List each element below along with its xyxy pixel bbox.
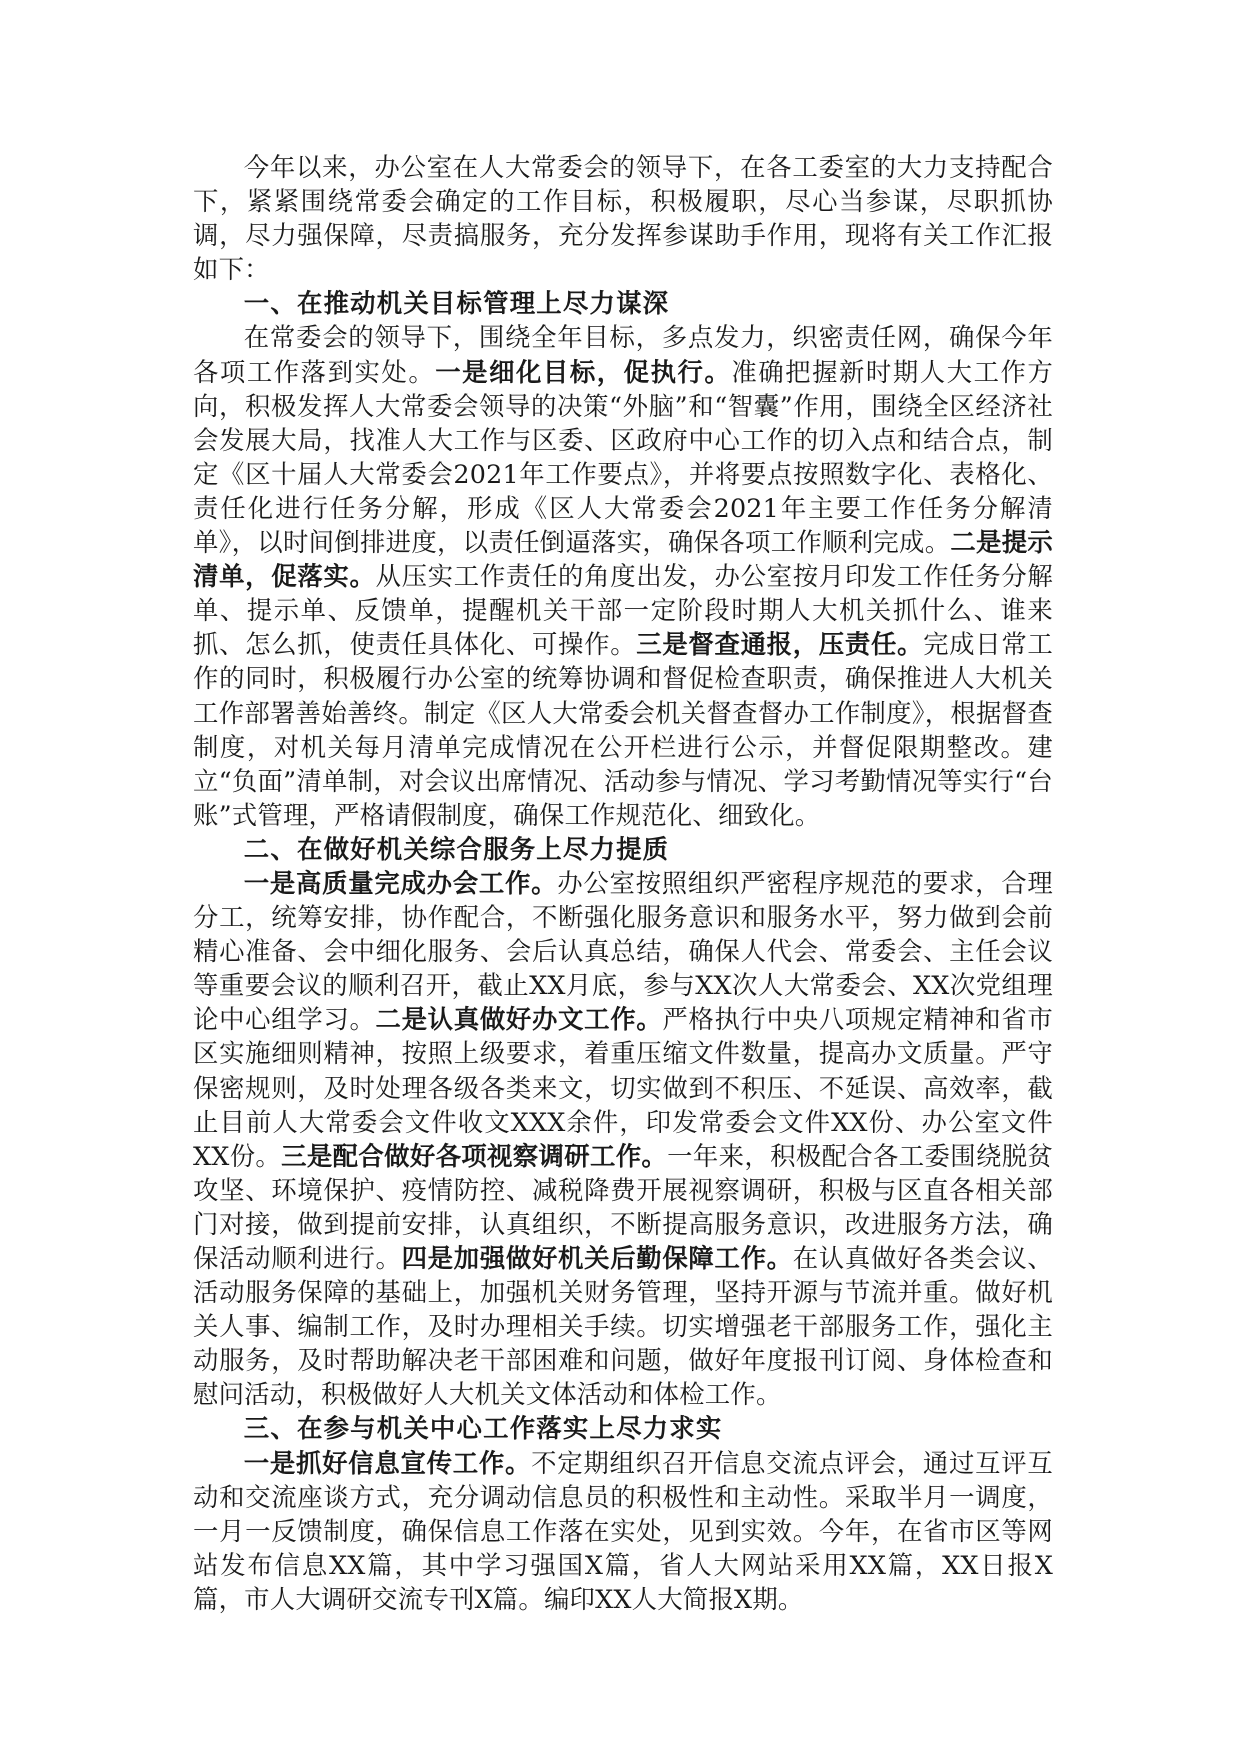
section-1-paragraph: [193, 320, 1053, 831]
section-3-paragraph: [193, 1446, 1053, 1616]
body-text: 准确把握新时期人大工作方向，积极发挥人大常委会领导的决策“外脑”和“智囊”作用，围绕全区经济社会发展大局，找准人大工作与区委、区政府中心工作的切入点和结合点，制定《区十届人大常委会2021年工作要点》，并将要点按照数字化、表格化、责任化进行任务分解，形成《区人大常委会2021年主要工作任务分解清单》，以时间倒排进度，以责任倒逼落实，确保各项工作顺利完成。: [193, 356, 1053, 558]
body-text: 一年来，积极配合各工委围绕脱贫攻坚、环境保护、疫情防控、减税降费开展视察调研，积极与区直各相关部门对接，做到提前安排，认真组织，不断提高服务意识，改进服务方法，确保活动顺利进行。: [193, 1140, 1054, 1273]
lead-phrase: 四是加强做好机关后勤保障工作。: [401, 1243, 793, 1273]
lead-phrase: 一是细化目标，促执行。: [435, 356, 732, 387]
lead-phrase: 一是抓好信息宣传工作。: [243, 1447, 532, 1478]
lead-phrase: 一是高质量完成办会工作。: [243, 867, 558, 898]
body-text: 从压实工作责任的角度出发，办公室按月印发工作任务分解单、提示单、反馈单，提醒机关干部一定阶段时期人大机关抓什么、谁来抓、怎么抓，使责任具体化、可操作。: [193, 561, 1053, 660]
lead-phrase: 二是认真做好办文工作。: [375, 1004, 663, 1035]
body-text: 完成日常工作的同时，积极履行办公室的统筹协调和督促检查职责，确保推进人大机关工作部署善始善终。制定《区人大常委会机关督查督办工作制度》，根据督查制度，对机关每月清单完成情况在公开栏进行公示，并督促限期整改。建立“负面”清单制，对会议出席情况、活动参与情况、学习考勤情况等实行“台账”式管理，严格请假制度，确保工作规范化、细致化。: [193, 629, 1053, 830]
lead-phrase: 二是提示清单，促落实。: [193, 527, 1053, 592]
body-text: 办公室按照组织严密程序规范的要求，合理分工，统筹安排，协作配合，不断强化服务意识和服务水平，努力做到会前精心准备、会中细化服务、会后认真总结，确保人代会、常委会、主任会议等重要会议的顺利召开，截止XX月底，参与XX次人大常委会、XX次党组理论中心组学习。: [193, 867, 1053, 1035]
body-text: 不定期组织召开信息交流点评会，通过互评互动和交流座谈方式，充分调动信息员的积极性和主动性。采取半月一调度，一月一反馈制度，确保信息工作落在实处，见到实效。今年，在省市区等网站发布信息XX篇，其中学习强国X篇，省人大网站采用XX篇，XX日报X篇，市人大调研交流专刊X篇。编印XX人大简报X期。: [193, 1447, 1054, 1614]
section-3-heading: 三、在参与机关中心工作落实上尽力求实: [243, 1413, 723, 1444]
body-text: 严格执行中央八项规定精神和省市区实施细则精神，按照上级要求，着重压缩文件数量，提高办文质量。严守保密规则，及时处理各级各类来文，切实做到不积压、不延误、高效率，截止目前人大常委会文件收文XXX余件，印发常委会文件XX份、办公室文件XX份。: [193, 1004, 1053, 1171]
lead-phrase: 三是配合做好各项视察调研工作。: [281, 1140, 668, 1171]
document-page: [193, 150, 1053, 1616]
section-2-heading: 二、在做好机关综合服务上尽力提质: [243, 833, 670, 864]
section-2-paragraph: [193, 866, 1053, 1412]
lead-phrase: 三是督查通报，压责任。: [636, 629, 924, 660]
section-1-heading: 一、在推动机关目标管理上尽力谋深: [243, 288, 670, 319]
body-text: 在常委会的领导下，围绕全年目标，多点发力，织密责任网，确保今年各项工作落到实处。: [193, 322, 1053, 387]
body-text: 在认真做好各类会议、活动服务保障的基础上，加强机关财务管理，坚持开源与节流并重。做好机关人事、编制工作，及时办理相关手续。切实增强老干部服务工作，强化主动服务，及时帮助解决老干部困难和问题，做好年度报刊订阅、身体检查和慰问活动，积极做好人大机关文体活动和体检工作。: [193, 1243, 1053, 1410]
intro-paragraph: 今年以来，办公室在人大常委会的领导下，在各工委室的大力支持配合下，紧紧围绕常委会确定的工作目标，积极履职，尽心当参谋，尽职抓协调，尽力强保障，尽责搞服务，充分发挥参谋助手作用，现将有关工作汇报如下：: [193, 152, 1053, 285]
